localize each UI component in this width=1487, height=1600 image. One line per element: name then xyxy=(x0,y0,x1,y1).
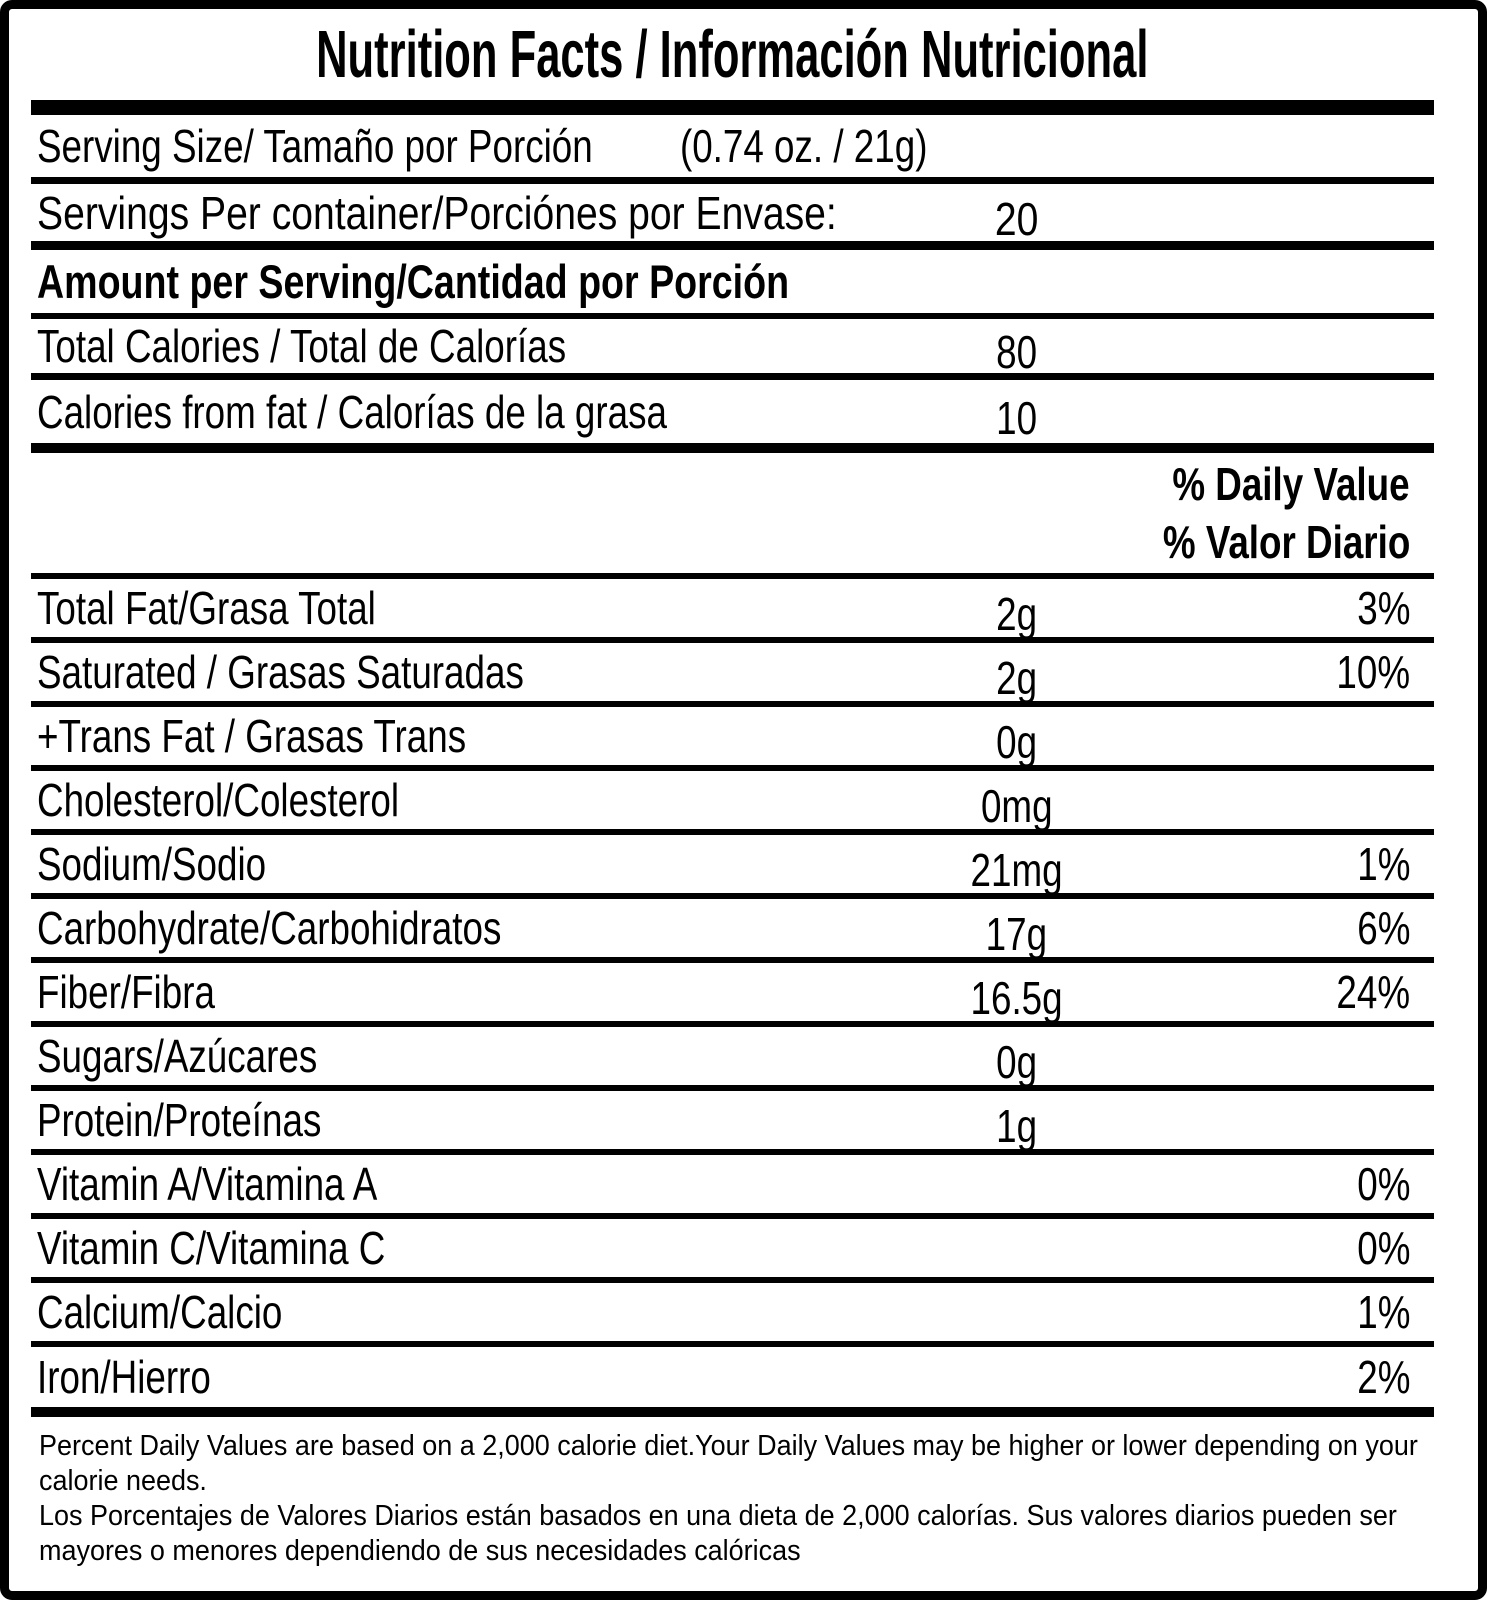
footnote xyxy=(31,1417,1434,1569)
nutrient-percent: 1% xyxy=(1356,1286,1410,1338)
serving-size-value: (0.74 oz. / 21g) xyxy=(679,120,928,172)
daily-value-header-en: % Daily Value xyxy=(1172,458,1410,510)
nutrient-label: Cholesterol/Colesterol xyxy=(37,774,400,826)
label-inner xyxy=(31,9,1434,1569)
nutrient-percent: 24% xyxy=(1336,966,1410,1018)
title-divider-bar xyxy=(31,100,1434,115)
serving-size-label: Serving Size/ Tamaño por Porción xyxy=(37,120,593,172)
daily-value-header-es: % Valor Diario xyxy=(1162,516,1410,568)
nutrient-label: Total Fat/Grasa Total xyxy=(37,582,376,634)
nutrient-label: Vitamin C/Vitamina C xyxy=(37,1222,386,1274)
nutrient-percent: 3% xyxy=(1356,582,1410,634)
calories-from-fat-row xyxy=(31,380,1434,453)
nutrient-row-cholesterol xyxy=(31,771,1434,835)
calories-from-fat-label: Calories from fat / Calorías de la grasa xyxy=(37,385,667,438)
nutrient-row-sodium xyxy=(31,835,1434,899)
daily-value-header-block xyxy=(31,453,1434,579)
nutrient-percent: 10% xyxy=(1336,646,1410,698)
nutrient-amount: 2g xyxy=(996,588,1037,640)
amount-per-serving-header: Amount per Serving/Cantidad por Porción xyxy=(37,255,790,308)
nutrient-row-fiber xyxy=(31,963,1434,1027)
nutrient-row-saturated-fat xyxy=(31,643,1434,707)
footnote-english: Percent Daily Values are based on a 2,000 calorie diet.Your Daily Values may be higher or lower depending on your calorie needs. xyxy=(39,1430,1418,1497)
nutrient-label: +Trans Fat / Grasas Trans xyxy=(37,710,467,762)
label-title-row xyxy=(31,9,1434,100)
nutrient-label: Sugars/Azúcares xyxy=(37,1030,318,1082)
nutrient-amount: 21mg xyxy=(970,844,1063,896)
nutrient-percent: 1% xyxy=(1356,838,1410,890)
nutrient-amount: 2g xyxy=(996,652,1037,704)
nutrient-label: Saturated / Grasas Saturadas xyxy=(37,646,524,698)
nutrient-percent: 0% xyxy=(1356,1222,1410,1274)
nutrient-row-carbohydrate xyxy=(31,899,1434,963)
serving-size-row xyxy=(31,115,1434,184)
nutrient-label: Fiber/Fibra xyxy=(37,966,215,1018)
nutrient-row-total-fat xyxy=(31,579,1434,643)
nutrient-amount: 16.5g xyxy=(970,972,1063,1024)
nutrient-label: Carbohydrate/Carbohidratos xyxy=(37,902,502,954)
nutrient-row-calcium xyxy=(31,1283,1434,1347)
total-calories-value: 80 xyxy=(996,326,1037,378)
total-calories-row xyxy=(31,319,1434,380)
label-title: Nutrition Facts / Información Nutricional xyxy=(316,17,1149,92)
total-calories-label: Total Calories / Total de Calorías xyxy=(37,320,567,372)
nutrient-amount: 17g xyxy=(985,908,1048,960)
nutrient-row-vitamin-c xyxy=(31,1219,1434,1283)
nutrient-label: Calcium/Calcio xyxy=(37,1286,283,1338)
nutrient-label: Protein/Proteínas xyxy=(37,1094,322,1146)
nutrient-percent: 0% xyxy=(1356,1158,1410,1210)
footnote-spanish: Los Porcentajes de Valores Diarios están basados en una dieta de 2,000 calorías. Sus valores diarios pueden ser mayores o menores dependiendo de sus necesidades calóricas xyxy=(39,1500,1397,1567)
nutrient-amount: 0g xyxy=(996,1036,1037,1088)
nutrient-row-trans-fat xyxy=(31,707,1434,771)
nutrient-amount: 1g xyxy=(996,1100,1037,1152)
nutrient-label: Sodium/Sodio xyxy=(37,838,267,890)
nutrient-row-vitamin-a xyxy=(31,1155,1434,1219)
footer-divider-bar xyxy=(31,1407,1434,1417)
nutrient-percent: 2% xyxy=(1356,1351,1410,1403)
nutrient-label: Iron/Hierro xyxy=(37,1351,211,1403)
nutrient-label: Vitamin A/Vitamina A xyxy=(37,1158,378,1210)
servings-per-container-value: 20 xyxy=(994,192,1039,245)
nutrient-amount: 0g xyxy=(996,716,1037,768)
amount-per-serving-header-row xyxy=(31,250,1434,319)
servings-per-container-row xyxy=(31,184,1434,250)
nutrient-row-protein xyxy=(31,1091,1434,1155)
nutrient-row-iron xyxy=(31,1347,1434,1407)
nutrient-row-sugars xyxy=(31,1027,1434,1091)
calories-from-fat-value: 10 xyxy=(996,391,1037,444)
nutrient-amount: 0mg xyxy=(980,780,1053,832)
nutrient-percent: 6% xyxy=(1356,902,1410,954)
servings-per-container-label: Servings Per container/Porciónes por Envase: xyxy=(37,186,837,239)
